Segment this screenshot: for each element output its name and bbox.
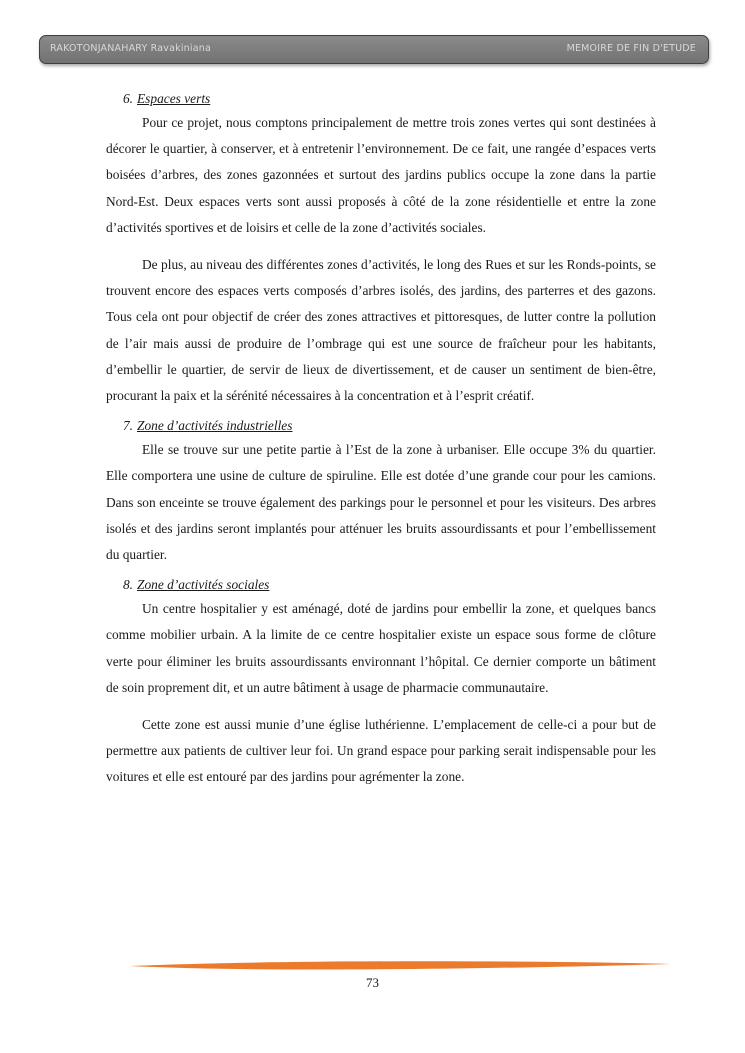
header-document-title: MEMOIRE DE FIN D'ETUDE (566, 43, 696, 54)
paragraph: Cette zone est aussi munie d’une église luthérienne. L’emplacement de celle-ci a pour but de permettre aux patients de cultiver leur foi. Un grand espace pour parking serait indispensable pour les voitures et elle est entouré par des jardins pour agrémenter la zone. (106, 717, 656, 785)
section-number: 6. (122, 91, 133, 106)
page-number: 73 (366, 975, 379, 990)
page-header-bar (39, 35, 709, 64)
section-number: 7. (122, 418, 133, 434)
section-title: Zone d’activités sociales (137, 577, 270, 593)
paragraph: De plus, au niveau des différentes zones d’activités, le long des Rues et sur les Ronds-points, se trouvent encore des espaces verts composés d’arbres isolés, des jardins, des parterres et des gazons. Tous cela ont pour objectif de créer des zones attractives et pittoresques, de lutter contre la pollution de l’air mais aussi de produire de l’ombrage qui est une source de fraîcheur pour les habitants, d’embellir le quartier, de servir de lieux de divertissement, et de causer un sentiment de bien-être, procurant la paix et la sérénité nécessaires à la concentration et à l’esprit créatif. (106, 257, 656, 404)
page-content (106, 88, 656, 791)
section-title: Espaces verts (137, 91, 211, 106)
paragraph: Un centre hospitalier y est aménagé, doté de jardins pour embellir la zone, et quelques bancs comme mobilier urbain. A la limite de ce centre hospitalier existe un espace sous forme de clôture verte pour éliminer les bruits assourdissants environnant l’hôpital. Ce dernier comporte un bâtiment de soin proprement dit, et un autre bâtiment à usage de pharmacie communautaire. (106, 601, 656, 695)
section-number: 8. (122, 577, 133, 593)
paragraph: Elle se trouve sur une petite partie à l’Est de la zone à urbaniser. Elle occupe 3% du quartier. Elle comportera une usine de culture de spiruline. Elle est dotée d’une grande cour pour les camions. Dans son enceinte se trouve également des parkings pour le personnel et pour les visiteurs. Des arbres isolés et des jardins seront implantés pour atténuer les bruits assourdissants et pour l’embellissement du quartier. (106, 442, 656, 563)
footer-swoosh-decoration (130, 959, 671, 973)
paragraph: Pour ce projet, nous comptons principalement de mettre trois zones vertes qui sont destinées à décorer le quartier, à conserver, et à entretenir l’environnement. De ce fait, une rangée d’espaces verts boisées d’arbres, des zones gazonnées et surtout des jardins publics occupe la zone dans la partie Nord-Est. Deux espaces verts sont aussi proposés à côté de la zone résidentielle et entre la zone d’activités sportives et de loisirs et celle de la zone d’activités sociales. (106, 115, 656, 235)
section-title: Zone d’activités industrielles (137, 418, 293, 434)
section-heading (106, 88, 656, 110)
header-author: RAKOTONJANAHARY Ravakiniana (50, 43, 212, 54)
section-heading (106, 415, 656, 437)
section-heading (106, 574, 656, 596)
